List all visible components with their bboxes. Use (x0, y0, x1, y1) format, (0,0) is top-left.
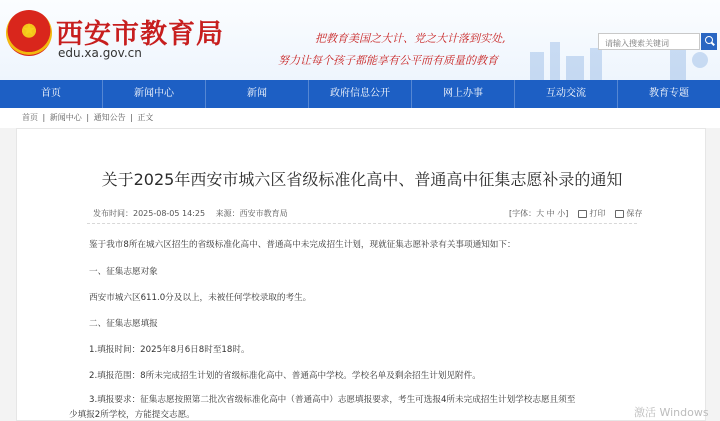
save-label: 保存 (626, 209, 643, 218)
nav-item-education-topics[interactable]: 教育专题 (649, 88, 689, 99)
article-paragraph: 二、征集志愿填报 (89, 319, 158, 329)
article-source: 来源：西安市教育局 (215, 209, 288, 218)
article-paragraph: 鉴于我市8所在城六区招生的省级标准化高中、普通高中未完成招生计划，现就征集志愿补录有关事项通知如下： (89, 240, 516, 250)
breadcrumb-news-center[interactable]: 新闻中心 (49, 113, 82, 122)
content-area (0, 128, 720, 421)
save-button[interactable] (615, 208, 642, 219)
article-title: 关于2025年西安市城六区省级标准化高中、普通高中征集志愿补录的通知 (101, 170, 623, 189)
print-label: 打印 (589, 209, 606, 218)
article-paragraph: 2.填报范围：8所未完成招生计划的省级标准化高中、普通高中学校。学校名单及剩余招生计划见附件。 (89, 371, 481, 381)
site-domain: edu.xa.gov.cn (58, 46, 142, 60)
nav-item-interaction[interactable]: 互动交流 (515, 80, 618, 108)
article-paragraph: 3.填报要求：征集志愿按照第二批次省级标准化高中（普通高中）志愿填报要求，考生可选报4所未完成招生计划学校志愿且须至 (89, 395, 576, 405)
article-tools (509, 208, 642, 219)
article-paragraph: 1.填报时间：2025年8月6日8时至18时。 (89, 345, 250, 355)
breadcrumb-separator: | (130, 113, 133, 122)
meta-divider (87, 223, 637, 224)
breadcrumb-separator: | (42, 113, 46, 122)
article-card (16, 128, 706, 421)
save-icon (615, 210, 624, 218)
article-paragraph: 西安市城六区611.0分及以上，未被任何学校录取的考生。 (89, 293, 312, 303)
nav-item-home[interactable]: 首页 (0, 80, 103, 108)
article-paragraph: 一、征集志愿对象 (89, 267, 158, 277)
printer-icon (578, 210, 587, 218)
slogan-line-1: 把教育美国之大计、党之大计落到实处, (315, 32, 506, 45)
search-button[interactable] (701, 33, 717, 50)
breadcrumb-notices[interactable]: 通知公告 (93, 113, 126, 122)
breadcrumb-separator: | (86, 113, 90, 122)
windows-activation-watermark: 激活 Windows (634, 406, 709, 419)
article-paragraph: 少填报2所学校，方能提交志愿。 (69, 410, 195, 420)
nav-item-news[interactable]: 新闻 (206, 80, 309, 108)
slogan-line-2: 努力让每个孩子都能享有公平而有质量的教育 (278, 54, 498, 67)
search-input[interactable] (598, 33, 700, 50)
article-meta (93, 208, 296, 219)
nav-item-online-services[interactable]: 网上办事 (412, 80, 515, 108)
print-button[interactable] (578, 208, 605, 219)
main-nav (0, 80, 720, 108)
national-emblem-icon (6, 10, 52, 56)
nav-item-gov-info[interactable]: 政府信息公开 (309, 80, 412, 108)
breadcrumb (22, 112, 155, 123)
font-size-selector[interactable]: [字体：大 中 小] (509, 209, 569, 218)
publish-time: 发布时间：2025-08-05 14:25 (93, 209, 206, 218)
breadcrumb-current: 正文 (137, 113, 154, 122)
breadcrumb-home[interactable]: 首页 (22, 113, 38, 122)
site-header (0, 0, 720, 80)
site-title[interactable]: 西安市教育局 (56, 19, 224, 50)
nav-item-news-center[interactable]: 新闻中心 (103, 80, 206, 108)
